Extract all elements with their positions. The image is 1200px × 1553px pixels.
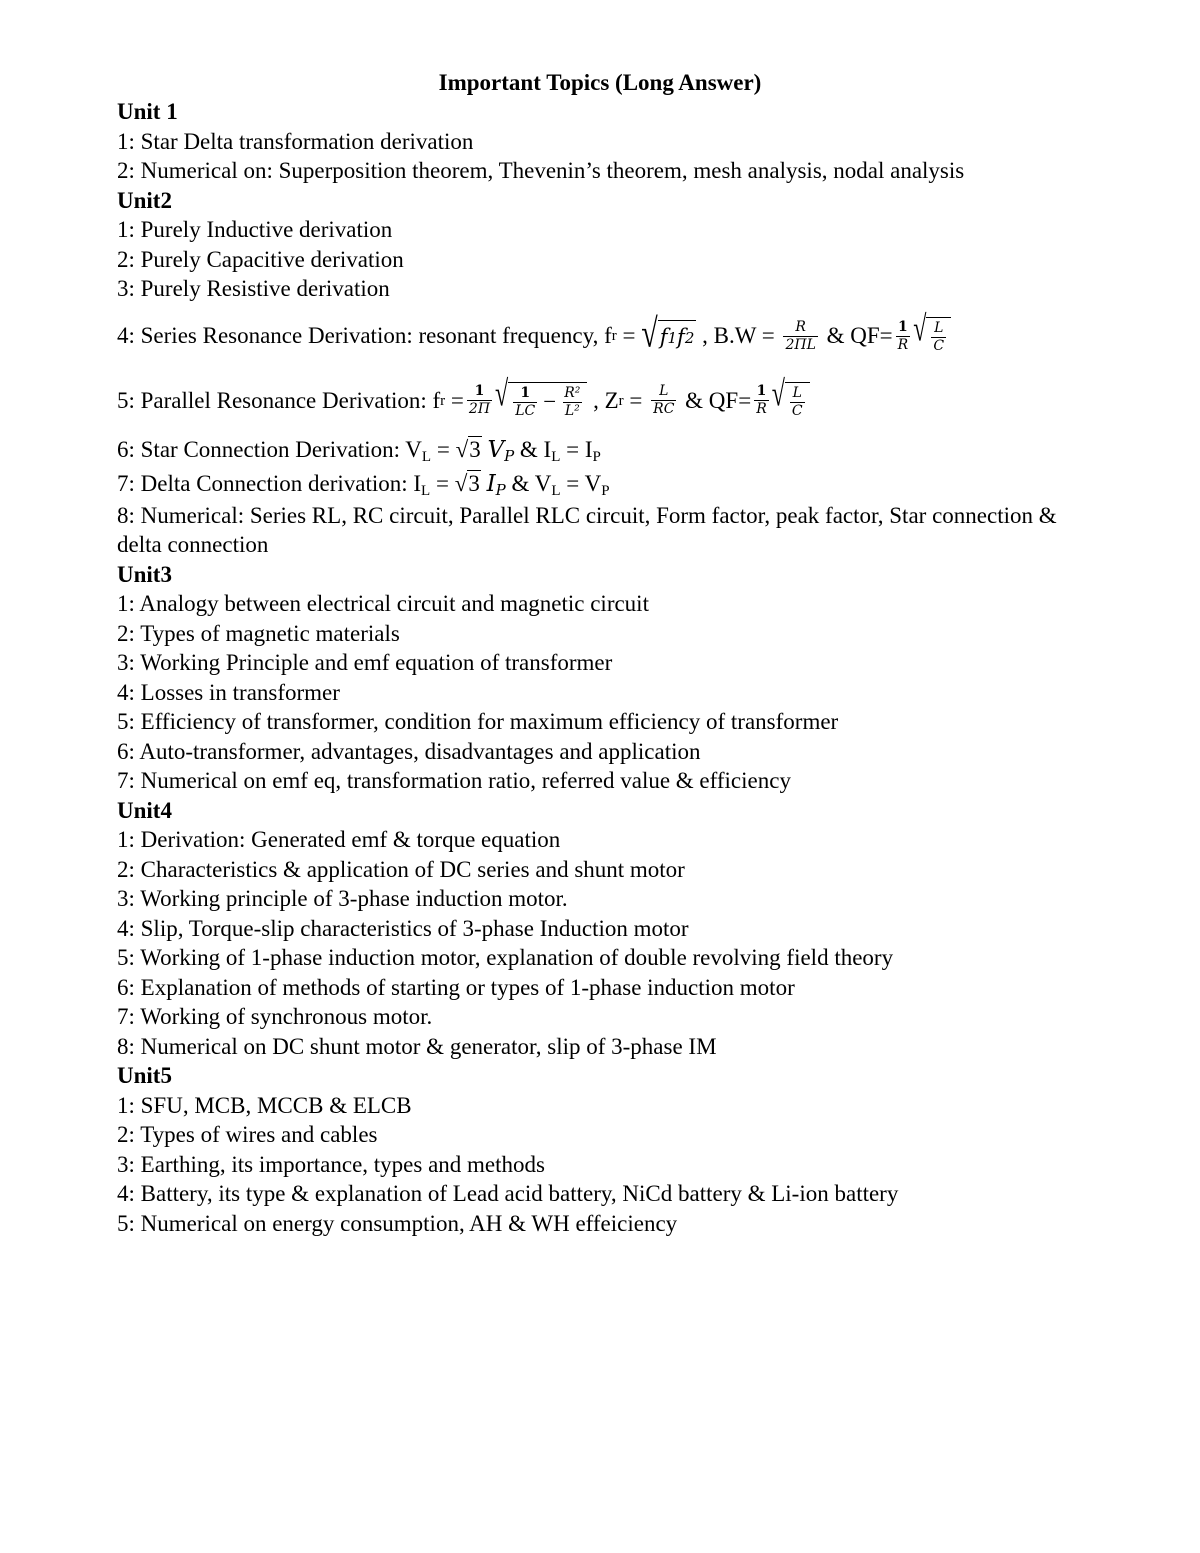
item-6-sub-l: L bbox=[421, 448, 432, 465]
unit-3-item-3: 3: Working Principle and emf equation of transformer bbox=[117, 650, 613, 675]
unit-2-item-7-delta-connection bbox=[117, 467, 1117, 501]
unit-5-item-5: 5: Numerical on energy consumption, AH & WH effeiciency bbox=[117, 1210, 678, 1236]
qf-sqrt bbox=[913, 310, 951, 355]
item-7-var-sub: P bbox=[495, 480, 506, 499]
one-over-lc-numerator: 1 bbox=[520, 384, 531, 401]
unit-2-item-5-parallel-resonance: 5: Parallel Resonance Derivation: f r = $\frac{1}{2\Pi}$ √ $\frac{1}{LC}$ − $\frac{\text{R²}}{\text{L²}}$ , Z r = $\frac{L}{RC}$ & QF= $\frac{1}{R}$ √ $\frac{L}{C}$ bbox=[117, 369, 1117, 433]
unit-4-item-2: 2: Characteristics & application of DC series and shunt motor bbox=[117, 856, 685, 882]
item-6-sub-p: P bbox=[592, 448, 601, 465]
item-6-eq2: = I bbox=[560, 436, 593, 462]
minus-sign: − bbox=[543, 389, 557, 415]
one-over-lc-denominator: LC bbox=[515, 402, 536, 419]
quality-factor-label: & QF= bbox=[679, 387, 752, 413]
r2-over-l2-denominator: L² bbox=[564, 402, 580, 419]
one-over-lc-fraction bbox=[513, 385, 537, 420]
unit-2-item-8: 8: Numerical: Series RL, RC circuit, Parallel RLC circuit, Form factor, peak factor, Star connection & delta connection bbox=[117, 502, 1057, 557]
impedance-denominator: RC bbox=[653, 401, 675, 417]
sqrt-radical-symbol: √ bbox=[454, 470, 468, 496]
impedance-numerator: L bbox=[659, 383, 669, 399]
sqrt-radical-symbol: √ bbox=[495, 375, 509, 414]
quality-factor-fraction bbox=[896, 319, 911, 354]
resonant-frequency-sqrt: √ f 1 f 2 bbox=[641, 320, 696, 353]
sqrt-radical-symbol: √ bbox=[641, 311, 658, 356]
sqrt-radical-symbol: √ bbox=[913, 310, 927, 350]
quality-factor-fraction bbox=[754, 383, 769, 418]
item-7-eq: = bbox=[430, 470, 455, 496]
unit-4-item-4: 4: Slip, Torque-slip characteristics of 3-phase Induction motor bbox=[117, 915, 689, 941]
unit-3-item-2: 2: Types of magnetic materials bbox=[117, 620, 400, 646]
item-7-sub-p: P bbox=[601, 482, 610, 499]
unit-3-heading: Unit3 bbox=[117, 561, 172, 587]
item-6-sub-l2: L bbox=[551, 448, 561, 465]
impedance-label: , Z bbox=[587, 387, 619, 413]
unit-5-item-2: 2: Types of wires and cables bbox=[117, 1122, 378, 1147]
sqrt-radical-symbol: √ bbox=[771, 375, 785, 414]
one-over-2pi-fraction bbox=[467, 383, 492, 418]
item-7-root-value: 3 bbox=[468, 470, 480, 496]
unit-4-item-7: 7: Working of synchronous motor. bbox=[117, 1004, 433, 1029]
qf-root-numerator: L bbox=[934, 320, 944, 336]
unit-3-item-4: 4: Losses in transformer bbox=[117, 679, 340, 705]
item-6-mid: & I bbox=[514, 436, 552, 462]
unit-1-item-1: 1: Star Delta transformation derivation bbox=[117, 128, 474, 154]
unit-5-item-1: 1: SFU, MCB, MCCB & ELCB bbox=[117, 1092, 412, 1118]
one-over-2pi-denominator: 2Π bbox=[468, 401, 491, 417]
item-7-prefix: 7: Delta Connection derivation: I bbox=[117, 470, 422, 496]
item-7-sub-l2: L bbox=[551, 482, 561, 499]
qf-root-denominator: C bbox=[933, 338, 945, 354]
quality-factor-label: & QF= bbox=[820, 323, 893, 349]
item-7-sub-l: L bbox=[421, 482, 431, 499]
bandwidth-fraction bbox=[783, 319, 817, 354]
item-6-eq: = bbox=[431, 436, 456, 462]
item-4-eq: = bbox=[616, 323, 642, 349]
unit-5-item-4: 4: Battery, its type & explanation of Lead acid battery, NiCd battery & Li-ion battery bbox=[117, 1181, 899, 1206]
unit-2-item-3: 3: Purely Resistive derivation bbox=[117, 276, 390, 301]
unit-4-item-8: 8: Numerical on DC shunt motor & generator, slip of 3-phase IM bbox=[117, 1033, 717, 1059]
unit-1-item-2: 2: Numerical on: Superposition theorem, Thevenin’s theorem, mesh analysis, nodal analysis bbox=[117, 158, 965, 183]
unit-5-heading: Unit5 bbox=[117, 1063, 172, 1088]
item-7-var: I bbox=[486, 470, 496, 497]
sqrt-radical-symbol: √ bbox=[455, 436, 469, 462]
bandwidth-numerator: R bbox=[795, 318, 806, 335]
item-6-root-value: 3 bbox=[469, 436, 481, 462]
page-title: Important Topics (Long Answer) bbox=[438, 70, 762, 95]
item-6-var: V bbox=[487, 436, 505, 463]
unit-4-item-1: 1: Derivation: Generated emf & torque equation bbox=[117, 827, 561, 852]
unit-2-item-2: 2: Purely Capacitive derivation bbox=[117, 246, 404, 272]
unit-3-item-1: 1: Analogy between electrical circuit and magnetic circuit bbox=[117, 591, 649, 616]
qf-sqrt bbox=[771, 375, 810, 420]
parallel-resonance-sqrt bbox=[495, 375, 587, 420]
item-4-prefix: 4: Series Resonance Derivation: resonant frequency, f bbox=[117, 323, 612, 349]
r2-over-l2-numerator: R² bbox=[564, 384, 581, 401]
unit-4-item-6: 6: Explanation of methods of starting or types of 1-phase induction motor bbox=[117, 974, 795, 1000]
r2-over-l2-fraction bbox=[562, 385, 582, 420]
bandwidth-denominator: 2ΠL bbox=[785, 336, 816, 353]
impedance-eq: = bbox=[623, 387, 649, 413]
unit-4-item-5: 5: Working of 1-phase induction motor, explanation of double revolving field theory bbox=[117, 945, 894, 970]
topics-list bbox=[117, 97, 1117, 1238]
qf-root-fraction bbox=[790, 385, 805, 420]
impedance-fraction bbox=[651, 383, 676, 418]
unit-2-heading: Unit2 bbox=[117, 187, 172, 213]
item-6-var-sub: P bbox=[504, 446, 515, 465]
unit-5-item-3: 3: Earthing, its importance, types and methods bbox=[117, 1151, 545, 1177]
qf-root-fraction bbox=[931, 320, 946, 355]
unit-4-heading: Unit4 bbox=[117, 797, 172, 823]
f2-symbol: f bbox=[677, 324, 685, 349]
bandwidth-label: , B.W = bbox=[696, 323, 781, 349]
qf-numerator: 1 bbox=[756, 383, 767, 399]
item-5-prefix: 5: Parallel Resonance Derivation: f bbox=[117, 387, 441, 413]
item-7-eq2: = V bbox=[560, 470, 602, 496]
unit-2-item-4-series-resonance: 4: Series Resonance Derivation: resonant frequency, f r = √ f 1 f 2 , B.W = $\frac{R}{2\Pi L}$ & QF= $\frac{1}{R}$ √ $\frac{L}{C}$ bbox=[117, 304, 1117, 369]
unit-4-item-3: 3: Working principle of 3-phase induction motor. bbox=[117, 886, 568, 911]
unit-3-item-7: 7: Numerical on emf eq, transformation ratio, referred value & efficiency bbox=[117, 768, 791, 793]
f1-symbol: f bbox=[659, 324, 668, 349]
qf-numerator: 1 bbox=[898, 318, 908, 335]
qf-denominator: R bbox=[756, 401, 767, 417]
unit-2-item-6-star-connection bbox=[117, 433, 1117, 467]
item-7-mid: & V bbox=[505, 470, 552, 496]
qf-denominator: R bbox=[897, 336, 909, 353]
unit-3-item-6: 6: Auto-transformer, advantages, disadvantages and application bbox=[117, 738, 701, 764]
qf-root-denominator: C bbox=[791, 402, 803, 419]
unit-1-heading: Unit 1 bbox=[117, 99, 178, 124]
item-5-eq: = bbox=[445, 387, 464, 413]
item-6-prefix: 6: Star Connection Derivation: V bbox=[117, 436, 422, 462]
one-over-2pi-numerator: 1 bbox=[474, 383, 485, 399]
unit-2-item-1: 1: Purely Inductive derivation bbox=[117, 217, 393, 242]
unit-3-item-5: 5: Efficiency of transformer, condition for maximum efficiency of transformer bbox=[117, 709, 839, 734]
qf-root-numerator: L bbox=[792, 384, 802, 401]
